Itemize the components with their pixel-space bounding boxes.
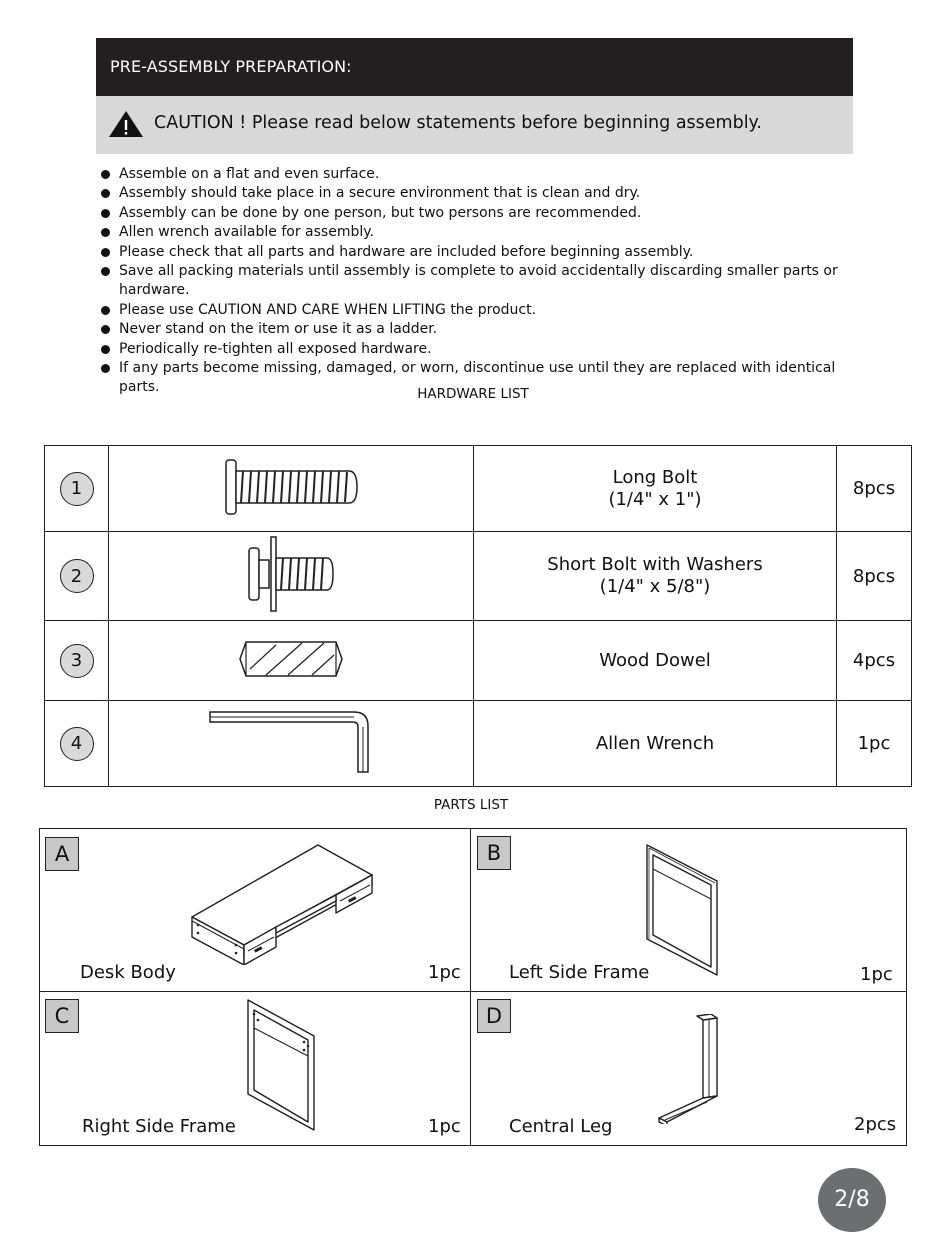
list-item: Assemble on a flat and even surface. (100, 165, 850, 184)
list-item: Periodically re-tighten all exposed hardware. (100, 340, 850, 359)
hardware-name: Long Bolt (612, 466, 698, 488)
part-name: Desk Body (80, 962, 176, 983)
item-number: 2 (60, 559, 94, 593)
part-name: Central Leg (509, 1116, 613, 1137)
short-bolt-icon (241, 534, 341, 614)
parts-grid (39, 828, 907, 1146)
part-qty: 1pc (860, 964, 893, 985)
caution-text: CAUTION ! Please read below statements before beginning assembly. (154, 113, 762, 133)
item-number: 4 (60, 727, 94, 761)
desk-body-icon (188, 841, 374, 965)
list-item: Assembly can be done by one person, but two persons are recommended. (100, 204, 850, 223)
allen-wrench-icon (206, 709, 376, 775)
section-title: PRE-ASSEMBLY PREPARATION: (110, 57, 352, 76)
hardware-size: (1/4" x 5/8") (599, 576, 711, 597)
item-number: 1 (60, 472, 94, 506)
table-row (45, 446, 912, 532)
hardware-name: Wood Dowel (599, 649, 711, 671)
warning-triangle-icon (108, 110, 144, 138)
central-leg-icon (657, 1014, 727, 1124)
part-cell-d (471, 992, 907, 1145)
long-bolt-icon (221, 457, 361, 517)
hardware-qty: 1pc (837, 701, 912, 787)
list-item: Please use CAUTION AND CARE WHEN LIFTING the product. (100, 301, 850, 320)
left-side-frame-icon (645, 843, 721, 977)
part-cell-a (40, 829, 471, 992)
list-item: Please check that all parts and hardware are included before beginning assembly. (100, 243, 850, 262)
section-header (96, 38, 853, 96)
hardware-table (44, 445, 912, 787)
hardware-qty: 4pcs (837, 621, 912, 701)
hardware-name: Allen Wrench (595, 732, 715, 754)
list-item: Allen wrench available for assembly. (100, 223, 850, 242)
part-cell-b (471, 829, 907, 992)
part-letter: D (477, 999, 511, 1033)
parts-list-title: PARTS LIST (433, 797, 509, 813)
list-item: Assembly should take place in a secure environment that is clean and dry. (100, 184, 850, 203)
hardware-qty: 8pcs (837, 446, 912, 532)
hardware-size: (1/4" x 1") (608, 488, 702, 510)
part-qty: 2pcs (854, 1114, 897, 1135)
item-number: 3 (60, 644, 94, 678)
rules-list (100, 165, 850, 398)
wood-dowel-icon (236, 639, 346, 679)
page-number-badge: 2/8 (818, 1168, 886, 1232)
caution-banner (96, 96, 853, 154)
table-row (45, 621, 912, 701)
table-row (45, 532, 912, 621)
part-name: Right Side Frame (82, 1116, 236, 1137)
part-qty: 1pc (428, 962, 461, 983)
list-item: If any parts become missing, damaged, or worn, discontinue use until they are replaced with identical parts. (100, 359, 850, 398)
part-letter: C (45, 999, 79, 1033)
hardware-name: Short Bolt with Washers (547, 554, 763, 575)
part-qty: 1pc (428, 1116, 461, 1137)
table-row (45, 701, 912, 787)
part-name: Left Side Frame (509, 962, 650, 983)
list-item: Save all packing materials until assembly is complete to avoid accidentally discarding smaller parts or hardware. (100, 262, 850, 301)
list-item: Never stand on the item or use it as a ladder. (100, 320, 850, 339)
part-letter: B (477, 836, 511, 870)
hardware-qty: 8pcs (837, 532, 912, 621)
part-letter: A (45, 837, 79, 871)
part-cell-c (40, 992, 471, 1145)
hardware-list-title: HARDWARE LIST (417, 386, 529, 402)
right-side-frame-icon (246, 998, 318, 1132)
